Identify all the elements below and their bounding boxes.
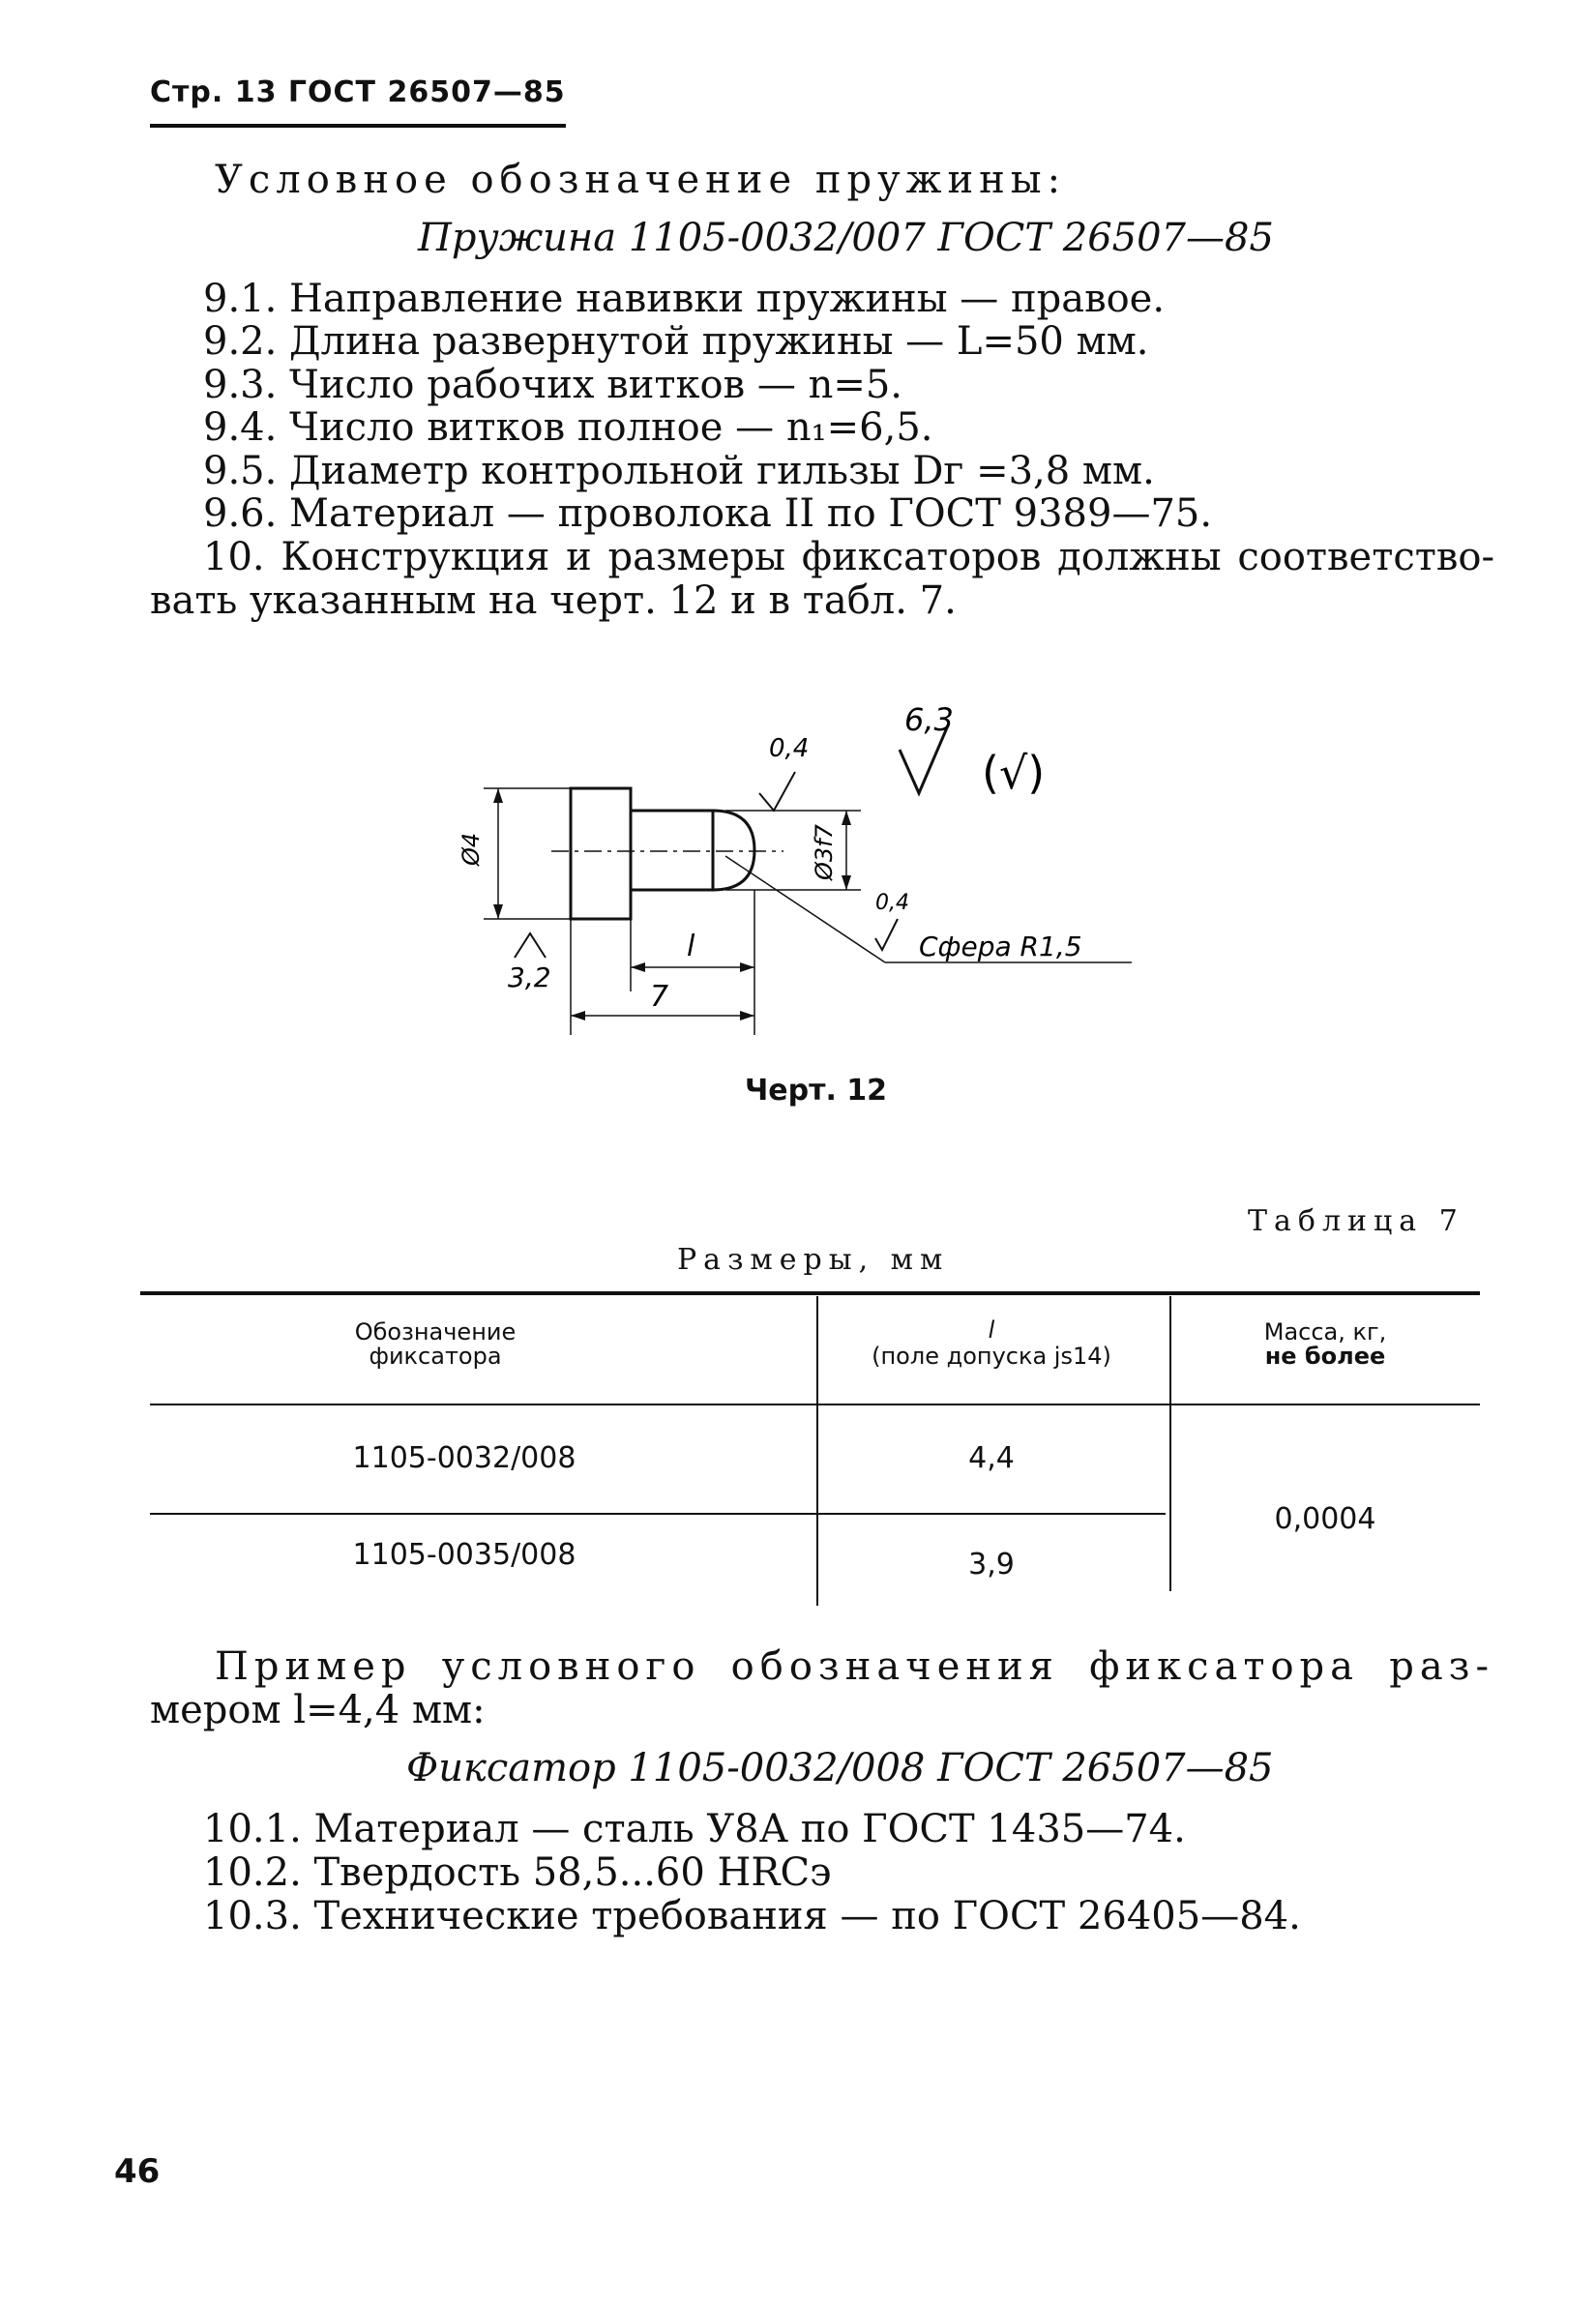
header-mass-line1: Масса, кг, (1263, 1318, 1387, 1345)
item-9-4: 9.4. Число витков полное — n₁=6,5. (203, 405, 933, 450)
item-9-2: 9.2. Длина развернутой пружины — L=50 мм. (203, 319, 1149, 364)
spring-designation: Пружина 1105-0032/007 ГОСТ 26507—85 (418, 216, 1274, 260)
dim-d3-label: Ø3f7 (811, 824, 838, 880)
dim-7-label: 7 (650, 980, 669, 1014)
mass-value: 0,0004 (1274, 1502, 1376, 1536)
dim-l-label: l (687, 930, 695, 963)
page-number: 46 (114, 2152, 161, 2191)
item-10-2: 10.2. Твердость 58,5...60 HRCэ (203, 1850, 832, 1895)
para-10-line2: вать указанным на черт. 12 и в табл. 7. (150, 578, 957, 623)
roughness-32: 3,2 (508, 961, 551, 993)
dim-d4-label: Ø4 (458, 832, 485, 866)
roughness-63: 6,3 (904, 701, 954, 738)
row1-l: 4,4 (968, 1441, 1015, 1475)
header-designation-line1: Обозначение (354, 1318, 517, 1345)
header-mass-line2: не более (1264, 1343, 1386, 1370)
example-designation: Фиксатор 1105-0032/008 ГОСТ 26507—85 (406, 1746, 1274, 1790)
item-9-5: 9.5. Диаметр контрольной гильзы Dг =3,8 мм. (203, 449, 1155, 493)
item-9-3: 9.3. Число рабочих витков — n=5. (203, 363, 903, 407)
row2-l: 3,9 (968, 1548, 1015, 1582)
roughness-04-top: 0,4 (769, 734, 810, 763)
page-header: Стр. 13 ГОСТ 26507—85 (150, 75, 566, 109)
item-9-6: 9.6. Материал — проволока II по ГОСТ 9389—75. (203, 491, 1213, 536)
roughness-general: (√) (982, 747, 1046, 799)
item-10-1: 10.1. Материал — сталь У8А по ГОСТ 1435—74. (203, 1807, 1186, 1851)
table-number: Таблица 7 (1248, 1204, 1464, 1238)
example-line1: Пример условного обозначения фиксатора раз- (215, 1644, 1494, 1689)
header-designation-line2: фиксатора (369, 1343, 502, 1370)
header-l-line1: l (988, 1316, 995, 1344)
technical-drawing (435, 696, 1151, 1054)
para-10-line1: 10. Конструкция и размеры фиксаторов должны соответство- (203, 535, 1494, 579)
item-9-1: 9.1. Направление навивки пружины — правое. (203, 277, 1166, 321)
row2-designation: 1105-0035/008 (352, 1538, 576, 1572)
spring-label: Условное обозначение пружины: (215, 158, 1067, 202)
header-rule (150, 124, 566, 128)
item-10-3: 10.3. Технические требования — по ГОСТ 26405—84. (203, 1894, 1301, 1938)
drawing-caption: Черт. 12 (745, 1074, 888, 1108)
row1-designation: 1105-0032/008 (352, 1441, 576, 1475)
header-l-line2: (поле допуска js14) (872, 1343, 1111, 1370)
header-l (832, 1317, 1151, 1370)
roughness-04-side: 0,4 (875, 891, 909, 915)
header-mass (1180, 1320, 1470, 1369)
header-designation (290, 1320, 580, 1369)
sphere-label: Сфера R1,5 (919, 931, 1082, 962)
table-units: Размеры, мм (677, 1243, 950, 1277)
example-line2: мером l=4,4 мм: (150, 1688, 486, 1732)
